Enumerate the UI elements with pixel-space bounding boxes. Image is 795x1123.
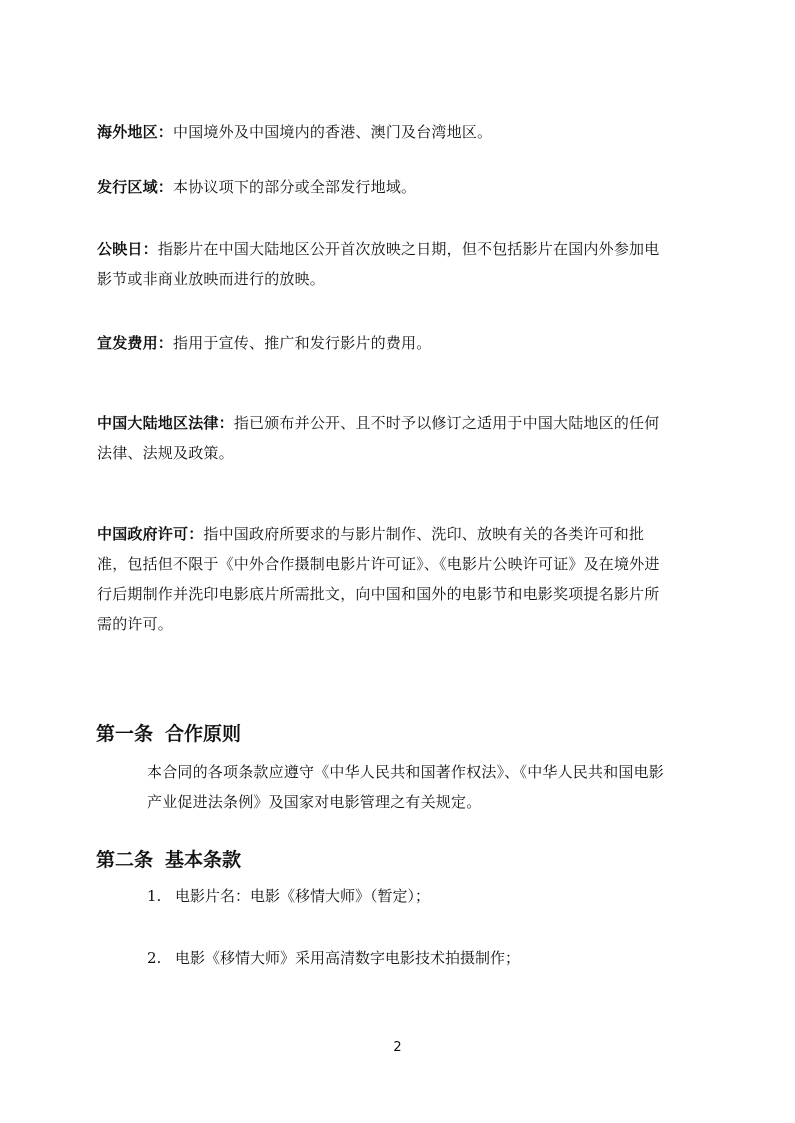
list-item (147, 884, 430, 908)
definition-marketing-costs (97, 328, 667, 358)
list-item-number: 1. (147, 887, 162, 905)
article-number: 第二条 (96, 849, 154, 871)
article-number: 第一条 (96, 723, 154, 745)
definition-text: 指已颁布并公开、且不时予以修订之适用于中国大陆地区的任何法律、法规及政策。 (97, 414, 660, 462)
article-title: 基本条款 (165, 849, 242, 871)
list-item-text: 电影片名：电影《移情大师》（暂定）； (175, 887, 431, 905)
definition-text: 中国境外及中国境内的香港、澳门及台湾地区。 (173, 123, 493, 141)
list-item-number: 2. (147, 949, 162, 967)
definition-distribution-region (97, 172, 667, 202)
article-title: 合作原则 (165, 723, 242, 745)
definition-mainland-law (97, 408, 667, 468)
definition-text: 指用于宣传、推广和发行影片的费用。 (173, 334, 432, 352)
definition-text: 指影片在中国大陆地区公开首次放映之日期，但不包括影片在国内外参加电影节或非商业放映而进行的放映。 (97, 240, 660, 288)
definition-overseas (97, 117, 667, 147)
definition-text: 指中国政府所要求的与影片制作、洗印、放映有关的各类许可和批准，包括但不限于《中外合作摄制电影片许可证》、《电影片公映许可证》及在境外进行后期制作并洗印电影底片所需批文，向中国和国外的电影节和电影奖项提名影片所需的许可。 (97, 525, 660, 633)
definition-term: 公映日： (97, 240, 158, 258)
article-2-heading (96, 847, 241, 873)
definition-term: 发行区域： (97, 178, 174, 196)
definition-term: 中国大陆地区法律： (97, 414, 234, 432)
list-item (147, 946, 520, 970)
definition-term: 中国政府许可： (97, 525, 204, 543)
list-item-text: 电影《移情大师》采用高清数字电影技术拍摄制作； (175, 949, 521, 967)
article-1-body: 本合同的各项条款应遵守《中华人民共和国著作权法》、《中华人民共和国电影产业促进法条例》及国家对电影管理之有关规定。 (147, 763, 665, 811)
definition-text: 本协议项下的部分或全部发行地域。 (173, 178, 417, 196)
definition-term: 海外地区： (97, 123, 174, 141)
article-1-heading (96, 721, 241, 747)
definition-term: 宣发费用： (97, 334, 174, 352)
definition-release-date (97, 234, 667, 294)
page-number: 2 (393, 1040, 402, 1055)
definition-government-permits (97, 519, 667, 639)
